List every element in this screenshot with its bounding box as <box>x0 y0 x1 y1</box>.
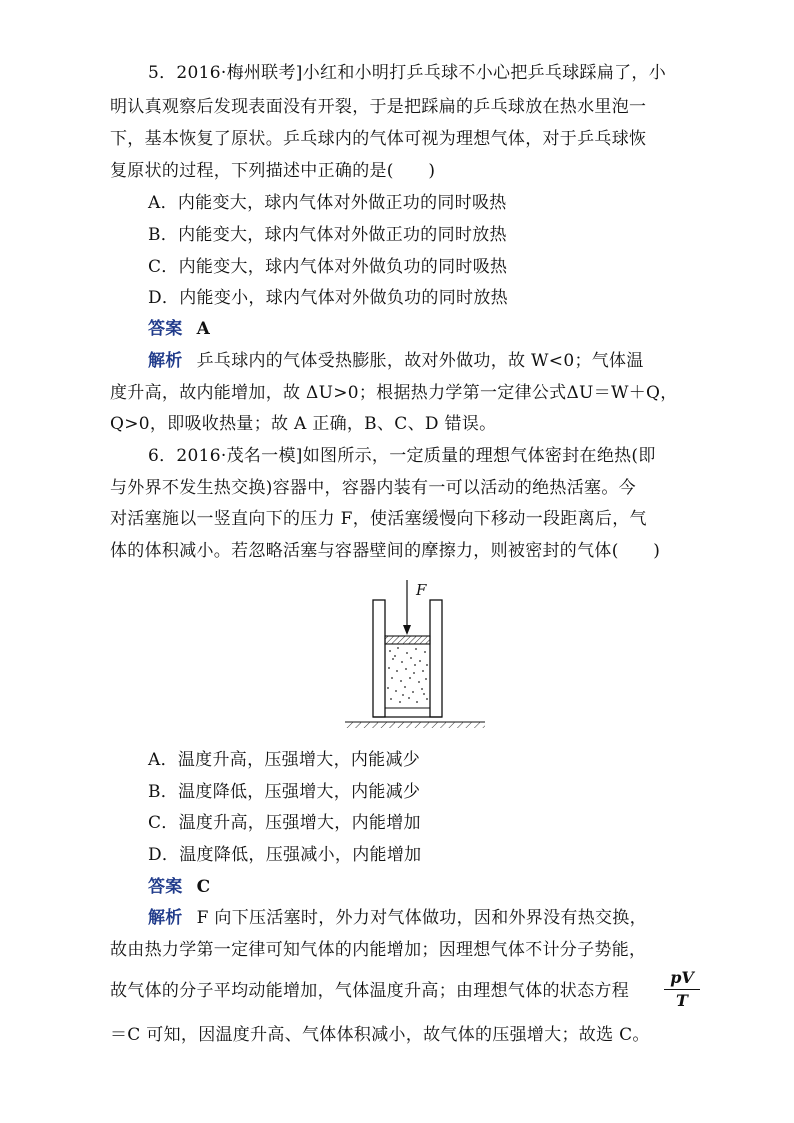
fraction-denominator: T <box>676 991 688 1010</box>
q6-analysis-line-2: 故由热力学第一定律可知气体的内能增加；因理想气体不计分子势能， <box>110 940 647 960</box>
q5-option-d: D．内能变小，球内气体对外做负功的同时放热 <box>148 288 508 308</box>
q6-stem-line-2: 与外界不发生热交换)容器中，容器内装有一可以活动的绝热活塞。今 <box>110 478 636 498</box>
q5-option-c: C．内能变大，球内气体对外做负功的同时吸热 <box>148 257 508 277</box>
q6-analysis-line-1: F 向下压活塞时，外力对气体做功，因和外界没有热交换， <box>196 908 647 928</box>
q5-answer-value: A <box>196 319 211 339</box>
force-label: F <box>416 581 427 599</box>
q6-option-c: C．温度升高，压强增大，内能增加 <box>148 813 421 833</box>
q5-answer-row <box>148 318 688 340</box>
right-wall <box>430 600 442 717</box>
q5-option-b: B．内能变大，球内气体对外做正功的同时放热 <box>148 225 507 245</box>
q5-analysis-line-2: 度升高，故内能增加，故 ΔU>0；根据热力学第一定律公式ΔU＝W＋Q， <box>110 383 678 403</box>
gas-particles <box>387 647 428 703</box>
q5-stem-line-2: 明认真观察后发现表面没有开裂，于是把踩扁的乒乓球放在热水里泡一 <box>110 97 647 117</box>
q5-option-a: A．内能变大，球内气体对外做正功的同时吸热 <box>148 193 507 213</box>
q6-analysis-line-4: ＝C 可知，因温度升高、气体体积减小，故气体的压强增大；故选 C。 <box>110 1025 650 1045</box>
q5-stem-line-1: 5．2016·梅州联考]小红和小明打乒乓球不小心把乒乓球踩扁了，小 <box>148 63 667 83</box>
q6-analysis-label: 解析 <box>148 908 183 928</box>
q5-answer-label: 答案 <box>148 319 183 339</box>
q6-option-a: A．温度升高，压强增大，内能减少 <box>148 750 421 770</box>
q6-option-b: B．温度降低，压强增大，内能减少 <box>148 782 421 802</box>
q5-analysis-line-3: Q>0，即吸收热量；故 A 正确，B、C、D 错误。 <box>110 414 497 434</box>
q6-analysis-line-3: 故气体的分子平均动能增加，气体温度升高；由理想气体的状态方程 <box>110 981 629 1001</box>
q6-analysis-row <box>148 907 688 929</box>
q6-stem-line-3: 对活塞施以一竖直向下的压力 F，使活塞缓慢向下移动一段距离后，气 <box>110 509 647 529</box>
q6-answer-value: C <box>196 877 211 897</box>
q5-analysis-row <box>148 350 688 372</box>
left-wall <box>373 600 385 717</box>
q6-option-d: D．温度降低，压强减小，内能增加 <box>148 845 422 865</box>
piston <box>385 636 430 644</box>
q5-stem-line-4: 复原状的过程，下列描述中正确的是( ) <box>110 161 436 181</box>
q5-stem-line-3: 下，基本恢复了原状。乒乓球内的气体可视为理想气体，对于乒乓球恢 <box>110 129 647 149</box>
fraction-numerator: pV <box>670 968 694 987</box>
q5-analysis-label: 解析 <box>148 351 183 371</box>
q6-stem-line-1: 6．2016·茂名一模]如图所示，一定质量的理想气体密封在绝热(即 <box>148 446 656 466</box>
q6-answer-label: 答案 <box>148 877 183 897</box>
piston-container-figure <box>340 565 490 735</box>
ideal-gas-fraction <box>662 968 702 1012</box>
q6-stem-line-4: 体的体积减小。若忽略活塞与容器壁间的摩擦力，则被密封的气体( ) <box>110 541 661 561</box>
q6-answer-row <box>148 876 688 898</box>
q5-analysis-line-1: 乒乓球内的气体受热膨胀，故对外做功，故 W<0；气体温 <box>196 351 644 371</box>
